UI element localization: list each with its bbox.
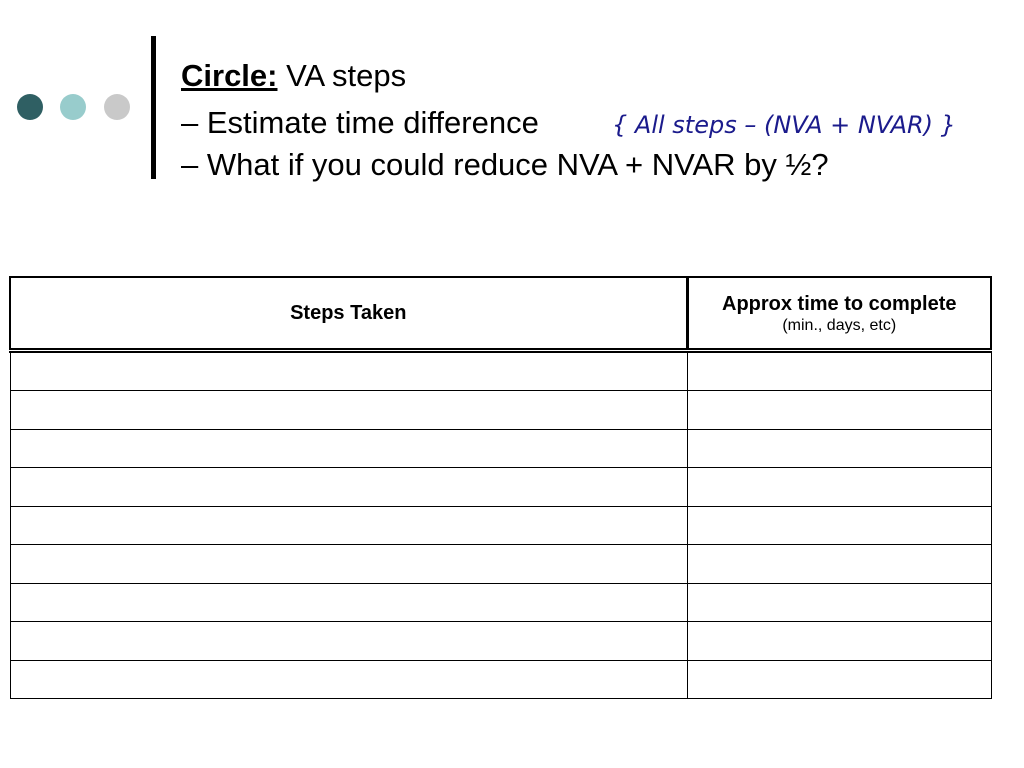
steps-cell[interactable] xyxy=(10,545,687,583)
decorative-dot-teal xyxy=(60,94,86,120)
time-cell[interactable] xyxy=(687,391,991,429)
steps-cell[interactable] xyxy=(10,506,687,544)
time-cell[interactable] xyxy=(687,468,991,506)
title-line-1-text: VA steps xyxy=(277,58,407,93)
approx-time-header xyxy=(687,277,991,351)
steps-cell[interactable] xyxy=(10,660,687,698)
table-row xyxy=(10,660,991,698)
approx-time-header-label: Approx time to complete xyxy=(722,293,957,315)
title-line-2 xyxy=(181,105,539,141)
decorative-dot-dark xyxy=(17,94,43,120)
decorative-dot-gray xyxy=(104,94,130,120)
formula-note: { All steps – (NVA + NVAR) } xyxy=(612,111,956,139)
time-cell[interactable] xyxy=(687,660,991,698)
time-cell[interactable] xyxy=(687,583,991,621)
steps-cell[interactable] xyxy=(10,429,687,467)
steps-taken-header-label: Steps Taken xyxy=(290,302,407,324)
steps-cell[interactable] xyxy=(10,622,687,660)
table-row xyxy=(10,545,991,583)
approx-time-header-subtitle: (min., days, etc) xyxy=(782,317,897,334)
table-row xyxy=(10,622,991,660)
table-row xyxy=(10,468,991,506)
steps-cell[interactable] xyxy=(10,391,687,429)
title-strong-label: Circle: xyxy=(181,58,278,93)
table-row xyxy=(10,506,991,544)
table-row xyxy=(10,351,991,391)
time-cell[interactable] xyxy=(687,429,991,467)
time-cell[interactable] xyxy=(687,506,991,544)
table-row xyxy=(10,391,991,429)
steps-taken-header xyxy=(10,277,687,351)
time-cell[interactable] xyxy=(687,545,991,583)
time-cell[interactable] xyxy=(687,351,991,391)
time-cell[interactable] xyxy=(687,622,991,660)
title-line-1 xyxy=(181,58,406,94)
steps-cell[interactable] xyxy=(10,468,687,506)
steps-cell[interactable] xyxy=(10,583,687,621)
title-line-3-text: – What if you could reduce NVA + NVAR by ½? xyxy=(181,147,829,182)
table-row xyxy=(10,583,991,621)
table-header-row xyxy=(10,277,991,351)
steps-table xyxy=(9,276,992,699)
title-divider xyxy=(151,36,156,179)
title-line-2-text: – Estimate time difference xyxy=(181,105,539,140)
table-row xyxy=(10,429,991,467)
steps-table-wrapper xyxy=(9,276,990,699)
title-line-3 xyxy=(181,147,829,183)
steps-cell[interactable] xyxy=(10,351,687,391)
